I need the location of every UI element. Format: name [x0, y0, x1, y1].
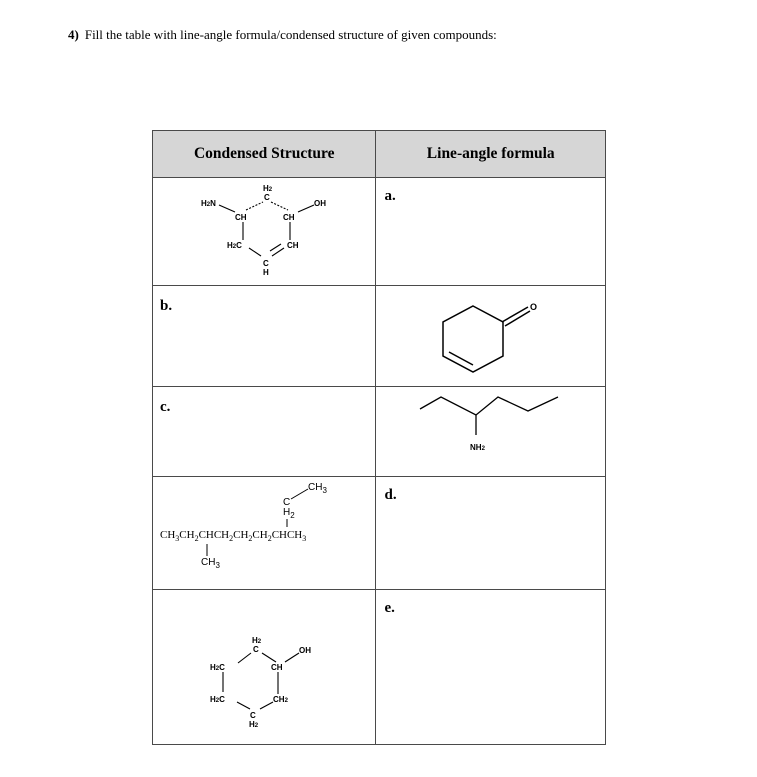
label-d: d. [384, 487, 397, 503]
branch-d-top-bond [291, 489, 308, 499]
label-a-ch-right: CH [283, 213, 295, 222]
cell-b-condensed [153, 286, 376, 387]
table-row [153, 178, 606, 286]
label-e-c-bottom: C [250, 711, 256, 720]
cell-d-line-angle [376, 477, 606, 590]
label-e-oh: OH [299, 646, 311, 655]
label-a-oh: OH [314, 199, 326, 208]
cell-a-line-angle [376, 178, 606, 286]
cell-c-condensed [153, 387, 376, 477]
label-c: c. [160, 399, 171, 415]
label-e-h2c-lower: H2C [210, 695, 225, 704]
question-number: 4) [68, 27, 79, 42]
table-row [153, 387, 606, 477]
cell-c-line-angle [376, 387, 606, 477]
header-line-angle: Line-angle formula [376, 131, 606, 178]
structure-c-line-angle [376, 387, 604, 476]
label-a-h2-top: H2 [263, 184, 273, 193]
label-d-ch3-top: $CH_3$ [308, 482, 327, 495]
label-e-h2-bottom: H2 [249, 720, 259, 729]
label-e-ch2-right: CH2 [273, 695, 288, 704]
label-d-h2-top: $H_2$ [283, 507, 295, 520]
label-a-c-top: C [264, 193, 270, 202]
chain-c [420, 397, 558, 415]
label-d-chain: $CH_3CH_2CHCH_2CH_2CH_2CHCH_3$ [160, 529, 307, 544]
table-row [153, 590, 606, 745]
label-d-ch3-bottom: $CH_3$ [201, 557, 220, 570]
cell-d-condensed [153, 477, 376, 590]
cell-b-line-angle [376, 286, 606, 387]
header-condensed: Condensed Structure [153, 131, 376, 178]
label-b: b. [160, 298, 173, 314]
double-bond-b [449, 352, 473, 365]
label-a-ch-br: CH [287, 241, 299, 250]
structure-b-line-angle [376, 286, 604, 386]
table-row [153, 477, 606, 590]
question-text [68, 27, 497, 43]
cell-e-line-angle [376, 590, 606, 745]
label-a: a. [384, 188, 396, 204]
ring-b [443, 306, 503, 372]
header-row [153, 131, 606, 178]
table-row [153, 286, 606, 387]
structure-e-condensed [153, 590, 375, 744]
label-e: e. [384, 600, 395, 616]
structure-a-condensed [153, 178, 375, 285]
label-e-h2c-upper: H2C [210, 663, 225, 672]
label-e-ch: CH [271, 663, 283, 672]
cell-a-condensed [153, 178, 376, 286]
question-body: Fill the table with line-angle formula/condensed structure of given compounds: [84, 27, 497, 42]
label-d-c-top: C [283, 497, 291, 508]
label-a-h2c: H2C [227, 241, 242, 250]
label-e-c-top: C [253, 645, 259, 654]
label-b-oxygen: O [530, 302, 538, 312]
label-a-h2n: H2N [201, 199, 216, 208]
label-a-h-bottom: H [263, 268, 269, 277]
label-c-nh2: NH2 [470, 443, 486, 452]
label-e-h2-top: H2 [252, 636, 262, 645]
label-a-c-bottom: C [263, 259, 269, 268]
label-a-ch-left: CH [235, 213, 247, 222]
compound-table [152, 130, 606, 745]
cell-e-condensed [153, 590, 376, 745]
